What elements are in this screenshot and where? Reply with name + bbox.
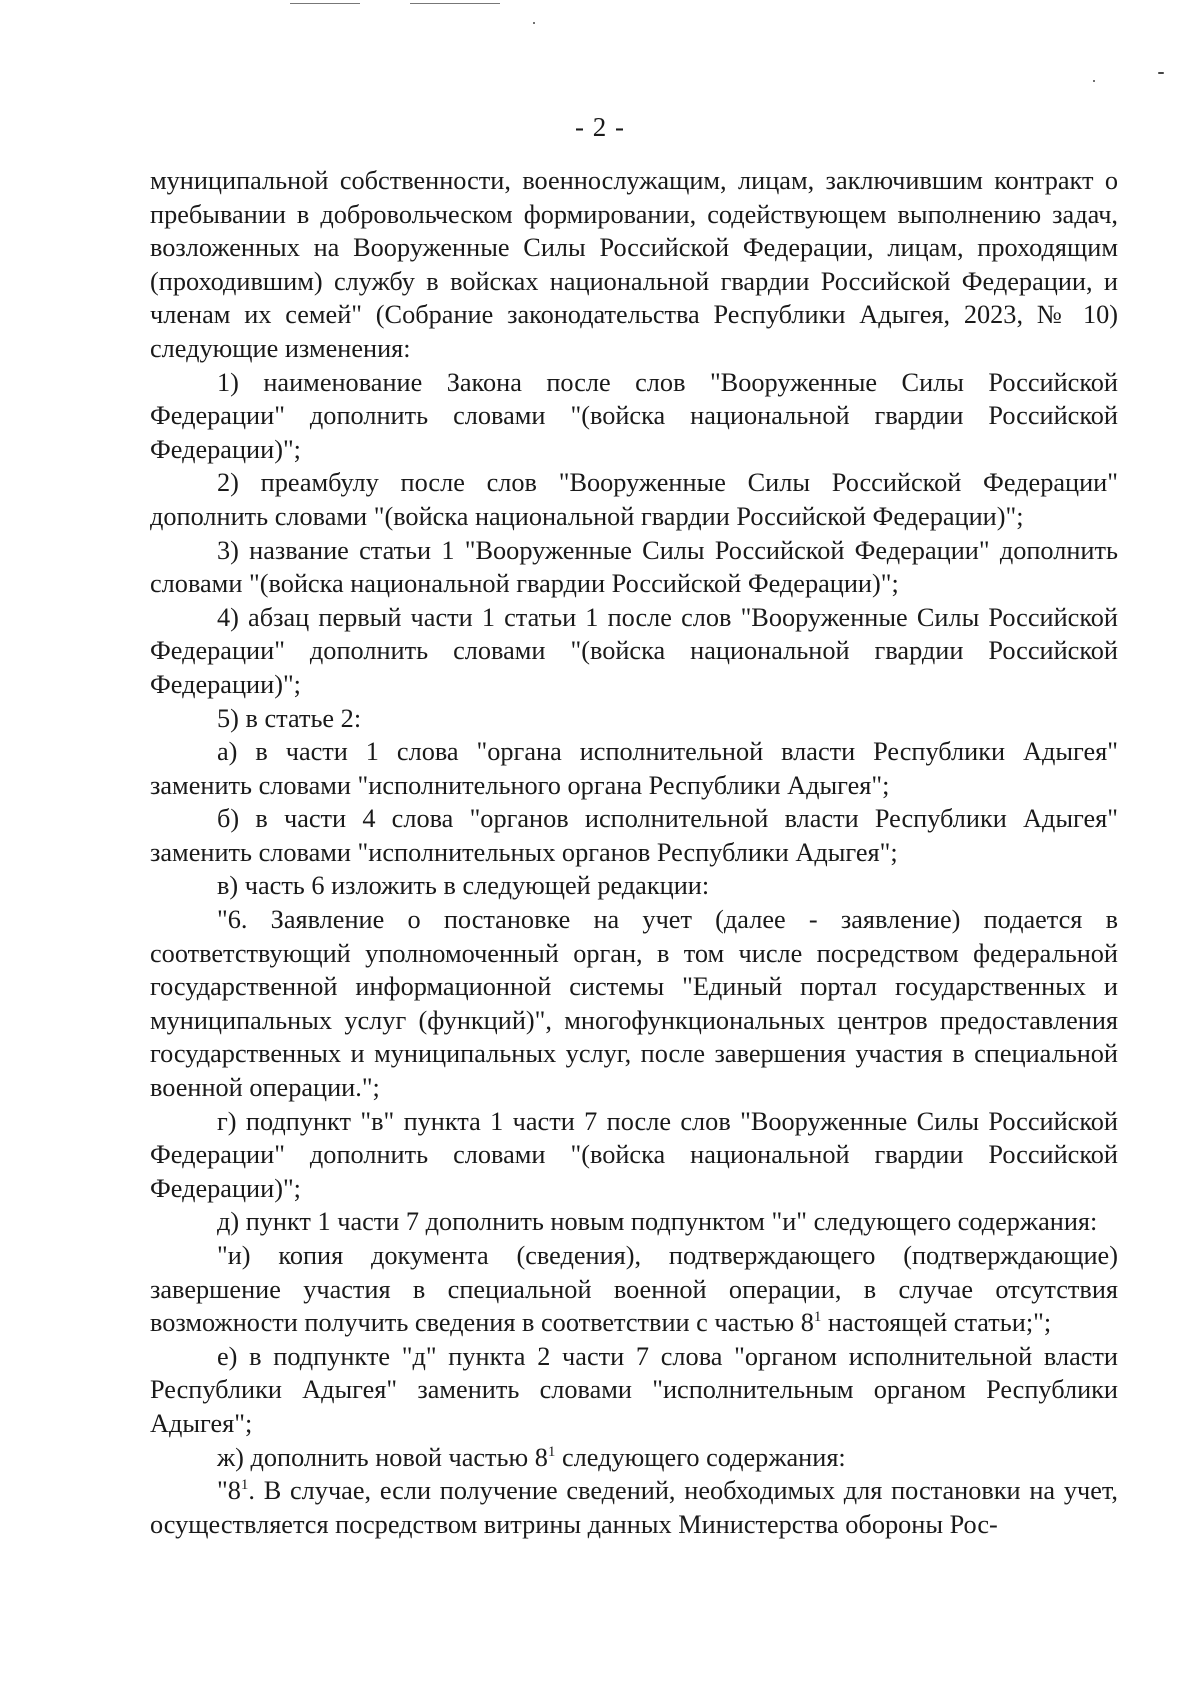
- paragraph: [150, 702, 1118, 736]
- paragraph: [150, 466, 1118, 533]
- paragraph-text: г) подпункт "в" пункта 1 части 7 после слов "Вооруженные Силы Российской Федерации" дополнить словами "(войска национальной гвардии Российской Федерации)";: [150, 1106, 1118, 1203]
- superscript: 1: [813, 1309, 822, 1326]
- paragraph-text: а) в части 1 слова "органа исполнительной власти Республики Адыгея" заменить словами "исполнительного органа Республики Адыгея";: [150, 737, 1118, 800]
- paragraph: [150, 1441, 1118, 1475]
- paragraph: [150, 1474, 1118, 1541]
- scan-mark: [533, 22, 535, 24]
- scan-mark: [290, 3, 360, 4]
- paragraph-text: муниципальной собственности, военнослужащим, лицам, заключившим контракт о пребывании в добровольческом формировании, содействующем выполнению задач, возложенных на Вооруженные Силы Российской Федерации, лицам, проходящим (проходившим) службу в войсках национальной гвардии Российской Федерации, и членам их семей" (Собрание законодательства Республики Адыгея, 2023, № 10) следующие изменения:: [150, 166, 1118, 363]
- paragraph: [150, 1105, 1118, 1206]
- paragraph-text: е) в подпункте "д" пункта 2 части 7 слова "органом исполнительной власти Республики Адыгея" заменить словами "исполнительным органом Республики Адыгея";: [150, 1341, 1118, 1438]
- paragraph-text: в) часть 6 изложить в следующей редакции:: [217, 871, 710, 901]
- paragraph: [150, 1340, 1118, 1441]
- scan-mark: [1093, 80, 1095, 82]
- paragraph-text: "8: [217, 1476, 241, 1506]
- paragraph-text: "и) копия документа (сведения), подтверждающего (подтверждающие) завершение участия в специальной военной операции, в случае отсутствия возможности получить сведения в соответствии с частью 8: [150, 1241, 1118, 1338]
- paragraph-text: . В случае, если получение сведений, необходимых для постановки на учет, осуществляется посредством витрины данных Министерства обороны Рос-: [150, 1476, 1118, 1539]
- paragraph-text: настоящей статьи;";: [821, 1308, 1052, 1338]
- scan-mark: [1158, 72, 1164, 74]
- paragraph: [150, 164, 1118, 366]
- paragraph-text: 2) преамбулу после слов "Вооруженные Силы Российской Федерации" дополнить словами "(войска национальной гвардии Российской Федерации)";: [150, 468, 1118, 531]
- paragraph-text: ж) дополнить новой частью 8: [217, 1442, 548, 1472]
- page-number: - 2 -: [575, 112, 625, 142]
- paragraph: [150, 534, 1118, 601]
- paragraph-text: б) в части 4 слова "органов исполнительной власти Республики Адыгея" заменить словами "исполнительных органов Республики Адыгея";: [150, 804, 1118, 867]
- paragraph: [150, 366, 1118, 467]
- document-body: [150, 164, 1118, 1541]
- paragraph: [150, 869, 1118, 903]
- paragraph-text: 4) абзац первый части 1 статьи 1 после слов "Вооруженные Силы Российской Федерации" дополнить словами "(войска национальной гвардии Российской Федерации)";: [150, 602, 1118, 699]
- superscript: 1: [547, 1443, 556, 1460]
- paragraph: [150, 1239, 1118, 1340]
- paragraph: [150, 1205, 1118, 1239]
- paragraph-text: 1) наименование Закона после слов "Вооруженные Силы Российской Федерации" дополнить словами "(войска национальной гвардии Российской Федерации)";: [150, 367, 1118, 464]
- scan-mark: [410, 3, 500, 4]
- paragraph: [150, 802, 1118, 869]
- paragraph: [150, 735, 1118, 802]
- paragraph-text: следующего содержания:: [555, 1442, 846, 1472]
- paragraph-text: 5) в статье 2:: [217, 703, 362, 733]
- paragraph: [150, 903, 1118, 1105]
- superscript: 1: [240, 1477, 249, 1494]
- paragraph-text: 3) название статьи 1 "Вооруженные Силы Российской Федерации" дополнить словами "(войска национальной гвардии Российской Федерации)";: [150, 535, 1118, 599]
- paragraph-text: д) пункт 1 части 7 дополнить новым подпунктом "и" следующего содержания:: [217, 1207, 1098, 1237]
- paragraph-text: "6. Заявление о постановке на учет (далее - заявление) подается в соответствующий уполномоченный орган, в том числе посредством федеральной государственной информационной системы "Единый портал государственных и муниципальных услуг (функций)", многофункциональных центров предоставления государственных и муниципальных услуг, после завершения участия в специальной военной операции.";: [150, 905, 1118, 1103]
- paragraph: [150, 601, 1118, 702]
